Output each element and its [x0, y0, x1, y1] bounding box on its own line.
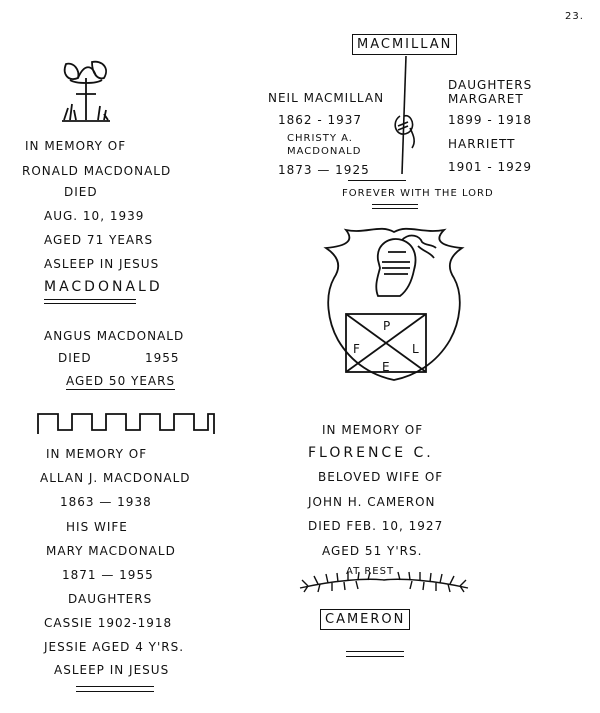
daughters-label: DAUGHTERS [448, 78, 533, 92]
underline [372, 204, 418, 205]
wife-name-line1: CHRISTY A. [287, 133, 353, 144]
deceased-name: FLORENCE C. [308, 445, 434, 461]
at-rest-text: AT REST [346, 566, 395, 577]
in-memory-text: IN MEMORY OF [322, 423, 424, 437]
wife-years: 1871 — 1955 [62, 568, 154, 582]
wife-years: 1873 — 1925 [278, 163, 370, 177]
beloved-wife-text: BELOVED WIFE OF [318, 470, 444, 484]
death-date: AUG. 10, 1939 [44, 209, 145, 223]
daughters-label: DAUGHTERS [68, 592, 153, 606]
underline [44, 303, 136, 304]
harriett-years: 1901 - 1929 [448, 160, 533, 174]
underline [76, 691, 154, 692]
epitaph: ASLEEP IN JESUS [54, 663, 170, 677]
divider [348, 180, 406, 181]
in-memory-text: IN MEMORY OF [46, 447, 148, 461]
death-date: DIED FEB. 10, 1927 [308, 519, 444, 533]
daughter-margaret: MARGARET [448, 92, 524, 106]
underline [44, 299, 136, 300]
crest-letter-bottom: E [382, 360, 391, 374]
deceased-name: ANGUS MACDONALD [44, 329, 185, 343]
epitaph: FOREVER WITH THE LORD [342, 188, 494, 199]
crest-letter-top: P [383, 319, 392, 333]
life-years: 1863 — 1938 [60, 495, 152, 509]
daughter-cassie: CASSIE 1902-1918 [44, 616, 173, 630]
daughter-jessie: JESSIE AGED 4 Y'RS. [44, 640, 185, 654]
hand-holding-staff-icon [392, 56, 420, 176]
surname-box: MACMILLAN [352, 34, 457, 55]
crest-letter-left: F [353, 342, 361, 356]
surname-box: CAMERON [320, 609, 410, 630]
underline [346, 656, 404, 657]
husband-name: JOHN H. CAMERON [308, 495, 436, 509]
wife-name: MARY MACDONALD [46, 544, 176, 558]
page-number: 23. [565, 11, 584, 22]
surname: MACDONALD [44, 279, 163, 295]
husband-years: 1862 - 1937 [278, 113, 363, 127]
underline [372, 208, 418, 209]
husband-name: NEIL MACMILLAN [268, 91, 385, 105]
margaret-years: 1899 - 1918 [448, 113, 533, 127]
died-label: DIED [58, 351, 92, 365]
lily-cross-icon [58, 58, 114, 128]
epitaph: ASLEEP IN JESUS [44, 257, 160, 271]
in-memory-text: IN MEMORY OF [25, 139, 127, 153]
wife-name-line2: MACDONALD [287, 146, 362, 157]
deceased-name: ALLAN J. MACDONALD [40, 471, 191, 485]
age-text: AGED 71 YEARS [44, 233, 154, 247]
age-text: AGED 51 Y'RS. [322, 544, 423, 558]
his-wife-label: HIS WIFE [66, 520, 128, 534]
deceased-name: RONALD MACDONALD [22, 164, 172, 178]
crest-shield-icon [322, 222, 468, 384]
age-text: AGED 50 YEARS [66, 374, 176, 388]
daughter-harriett: HARRIETT [448, 137, 516, 151]
underline [346, 651, 404, 652]
death-year: 1955 [145, 351, 180, 365]
crest-letter-right: L [412, 342, 420, 356]
underline [76, 686, 154, 687]
crenellated-border [36, 410, 216, 436]
died-label: DIED [64, 185, 98, 199]
